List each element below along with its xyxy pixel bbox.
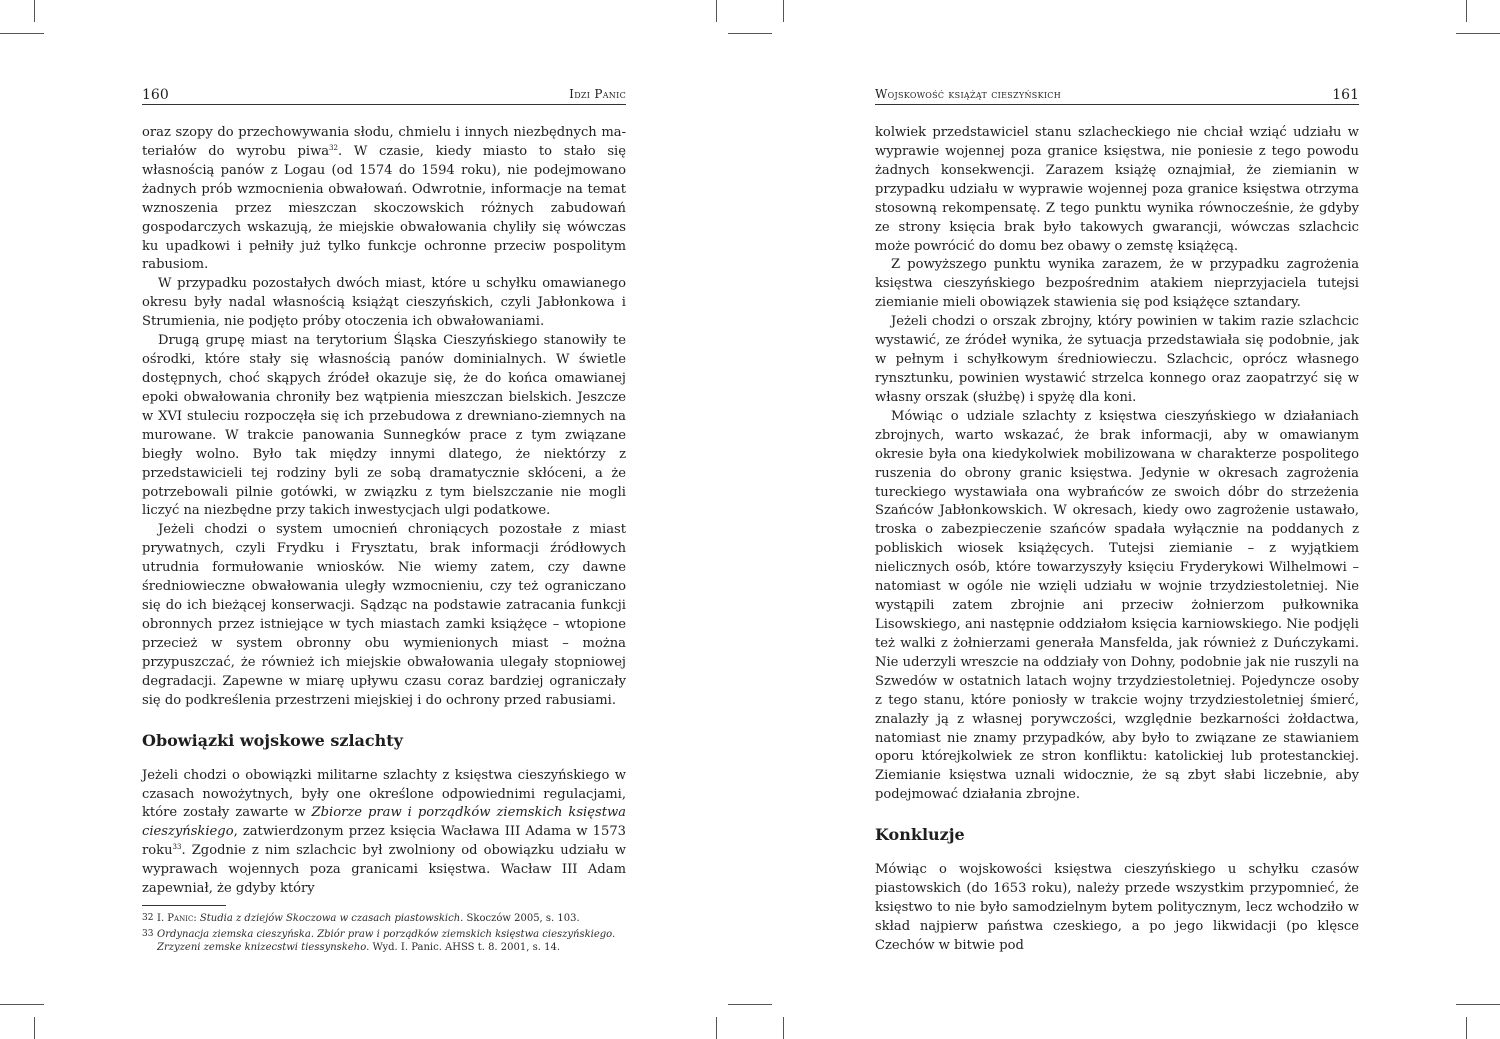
paragraph: Jeżeli chodzi o orszak zbrojny, który powinien w takim razie szlachcic wystawić, ze źródeł wynika, że sytuacja przedstawiała się podobnie, jak w pełnym i schyłkowym średniowieczu. Szlachcic, oprócz własnego rynsztunku, powinien wystawić strzelca konnego oraz zaopatrzyć się w własny orszak (służbę) i spyżę dla koni. [875, 314, 1359, 405]
paragraph: Drugą grupę miast na terytorium Śląska Cieszyńskiego stanowiły te ośrodki, które stały się własnością panów dominialnych. W świetle dostępnych, choć skąpych źródeł okazuje się, że do końca omawianej epoki obwałowania chroniły bez wątpienia mieszczan bielskich. Jeszcze w XVI stuleciu rozpoczęła się ich przebudowa z drewniano-ziemnych na murowane. W trakcie panowania Sunnegków prace z tym związane biegły wolno. Było tak między innymi dlatego, że niektórzy z przedstawicieli tej rodziny byli ze sobą dramatycznie skłóceni, a że potrzebowali pilnie gotówki, w związku z tym bielszczanie nie mogli liczyć na niezbędne przy takich inwestycjach ulgi podatkowe. [142, 333, 626, 519]
footnote: 32 I. Panic: Studia z dziejów Skoczowa w czasach piastowskich. Skoczów 2005, s. 103. [142, 913, 580, 925]
page-number: 160 [142, 87, 169, 103]
running-title: Idzi Panic [569, 87, 626, 101]
section-heading: Konkluzje [875, 825, 965, 845]
crop-mark [783, 1017, 784, 1039]
crop-mark [34, 1017, 35, 1039]
paragraph: Z powyższego punktu wynika zarazem, że w przypadku zagrożenia księstwa cieszyńskiego bezpośrednim atakiem nieprzyjaciela tutejsi ziemianie mieli obowiązek stawienia się pod książęce sztandary. [875, 257, 1359, 311]
paragraph: W przypadku pozostałych dwóch miast, które u schyłku omawianego okresu były nadal własnością książąt cieszyńskich, czyli Jabłonkowa i Strumienia, nie podjęto próby otoczenia ich obwałowaniami. [142, 276, 626, 330]
footnote-ref[interactable]: 32 [329, 143, 339, 152]
crop-mark [728, 1004, 772, 1005]
left-page [142, 86, 626, 957]
paragraph: Jeżeli chodzi o obowiązki militarne szlachty z księstwa cieszyńskiego w czasach nowożytnych, były one określone odpowiednimi regulacjami, które zostały zawarte w Zbiorze praw i porządków ziemskich księstwa cieszyńskiego, zatwierdzonym przez księcia Wacława III Adama w 1573 roku$^{33}$. Zgodnie z nim szlachcic był zwolniony od obowiązku udziału w wyprawach wojennych poza granicami księstwa. Wacław III Adam zapewniał, że gdyby który [142, 767, 626, 897]
footnote-ref[interactable]: 33 [172, 843, 182, 852]
page-body [142, 124, 626, 955]
crop-mark [0, 33, 44, 34]
title-citation: Zbiorze praw i porządków ziemskich księstwa cieszyńskiego [142, 805, 626, 840]
paragraph: kolwiek przedstawiciel stanu szlacheckiego nie chciał wziąć udziału w wyprawie wojennej poza granice księstwa, nie poniesie z tego powodu żadnych konsekwencji. Zarazem książę oznajmiał, że ziemianin w przypadku udziału w wyprawie wojennej poza granice księstwa otrzyma stosowną rekompensatę. Z tego punktu wynika równocześnie, że gdyby ze strony księcia brak było takowych gwarancji, wówczas szlachcic może powrócić do domu bez obawy o zemstę książęcą. [875, 125, 1359, 254]
crop-mark [783, 0, 784, 22]
crop-mark [1456, 33, 1500, 34]
page-body [875, 124, 1359, 956]
paragraph: Jeżeli chodzi o system umocnień chroniących pozostałe z miast prywatnych, czyli Frydku i Frysztatu, brak informacji źródłowych utrudnia formułowanie wniosków. Nie wiemy zatem, czy dawne średniowieczne obwałowania uległy wzmocnieniu, czy też ograniczano się do ich bieżącej konserwacji. Sądząc na podstawie zatracania funkcji obronnych przez istniejące w tych miastach zamki książęce – wtopione przecież w system obronny obu wymienionych miast – można przypuszczać, że również ich miejskie obwałowania ulegały stopniowej degradacji. Zapewne w miarę upływu czasu coraz bardziej ograniczały się do podkreślenia przestrzeni miejskiej i do ochrony przed rabusiami. [142, 522, 626, 708]
paragraph: oraz szopy do przechowywania słodu, chmielu i innych niezbędnych materiałów do wyrobu piwa$^{32}$. W czasie, kiedy miasto to stało się własnością panów z Logau (od 1574 do 1594 roku), nie podejmowano żadnych prób wzmocnienia obwałowań. Odwrotnie, informacje na temat wznoszenia przez mieszczan skoczowskich różnych zabudowań gospodarczych wskazują, że miejskie obwałowania chyliły się wówczas ku upadkowi i pełniły już tylko funkcje ochronne przeciw pospolitym rabusiom. [142, 125, 626, 273]
right-page [875, 86, 1359, 956]
page-number: 161 [1332, 87, 1359, 103]
running-head [142, 86, 626, 105]
crop-mark [716, 1017, 717, 1039]
crop-mark [1466, 1017, 1467, 1039]
paragraph: Mówiąc o udziale szlachty z księstwa cieszyńskiego w działaniach zbrojnych, warto wskazać, że brak informacji, aby w omawianym okresie była ona kiedykolwiek mobilizowana w charakterze pospolitego ruszenia do obrony granic księstwa. Jedynie w okresach zagrożenia tureckiego wystawiała ona wybrańców ze swoich dóbr do strzeżenia Szańców Jabłonkowskich. W okresach, kiedy owo zagrożenie ustawało, troska o zabezpieczenie szańców spadała wyłącznie na poddanych z pobliskich wiosek książęcych. Tutejsi ziemianie – z wyjątkiem nielicznych osób, które towarzyszyły księciu Fryderykowi Wilhelmowi – natomiast w ogóle nie wzięli udziału w wojnie trzydziestoletniej. Nie wystąpili zatem zbrojnie ani przeciw żołnierzom pułkownika Lisowskiego, ani następnie oddziałom księcia karniowskiego. Nie podjęli też walki z żołnierzami generała Mansfelda, jak również z Duńczykami. Nie uderzyli wreszcie na oddziały von Dohny, podobnie jak nie ruszyli na Szwedów w ostatnich latach wojny trzydziestoletniej. Pojedyncze osoby z tego stanu, które poniosły w trakcie wojny trzydziestoletniej śmierć, znalazły ją z własnej porywczości, względnie bezkarności żołdactwa, natomiast nie znamy przypadków, aby było to związane ze stawianiem oporu którejkolwiek ze stron konfliktu: katolickiej lub protestanckiej. Ziemianie księstwa uznali widocznie, że są zbyt słabi liczebnie, aby podejmować działania zbrojne. [875, 408, 1359, 803]
section-heading: Obowiązki wojskowe szlachty [142, 730, 403, 750]
crop-mark [716, 0, 717, 22]
footnote: 33 Ordynacja ziemska cieszyńska. Zbiór praw i porządków ziemskich księstwa cieszyńskiego. Zrzyzeni zemske knizecstwi tiessynskeho. Wyd. I. Panic. AHSS t. 8. 2001, s. 14. [142, 928, 616, 954]
crop-mark [34, 0, 35, 22]
running-title: Wojskowość książąt cieszyńskich [875, 87, 1061, 101]
footnotes [142, 912, 626, 955]
crop-mark [1466, 0, 1467, 22]
crop-mark [0, 1004, 44, 1005]
crop-mark [728, 33, 772, 34]
running-head [875, 86, 1359, 105]
crop-mark [1456, 1004, 1500, 1005]
footnote-divider [142, 905, 226, 906]
paragraph: Mówiąc o wojskowości księstwa cieszyńskiego u schyłku czasów piastowskich (do 1653 roku), należy przede wszystkim przypomnieć, że księstwo to nie było samodzielnym bytem politycznym, lecz wchodziło w skład najpierw państwa czeskiego, a po jego likwidacji (po klęsce Czechów w bitwie pod [875, 862, 1359, 953]
